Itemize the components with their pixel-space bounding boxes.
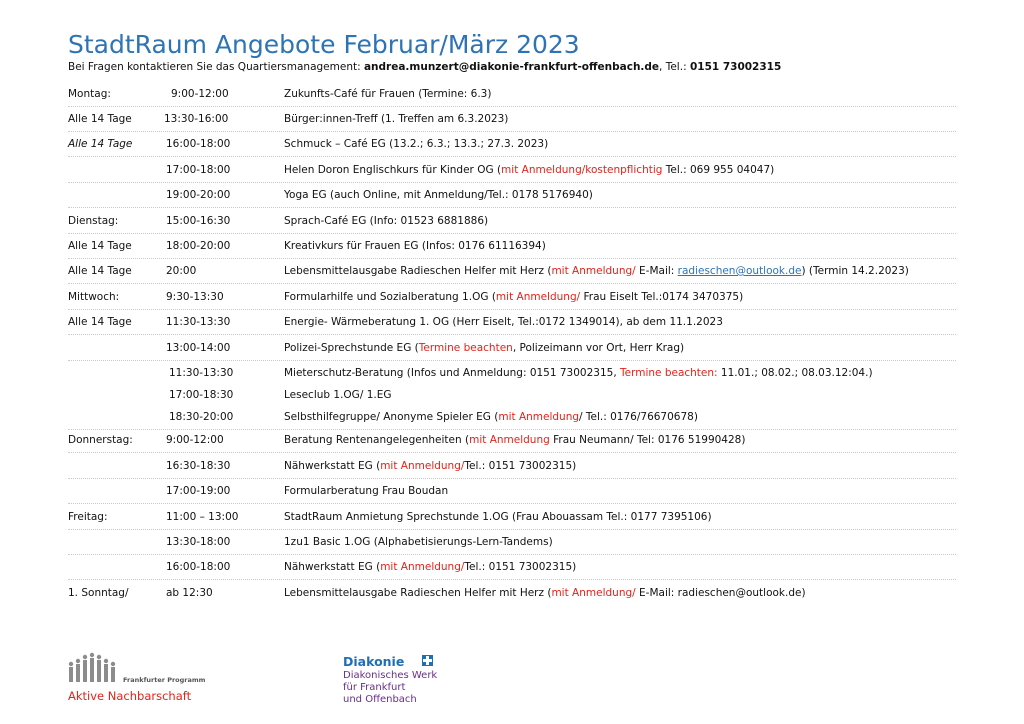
- row-divider: [68, 429, 956, 430]
- schedule-description: Formularberatung Frau Boudan: [284, 485, 449, 497]
- registration-note: mit Anmeldung/kostenpflichtig: [501, 164, 663, 176]
- desc-text: Lebensmittelausgabe Radieschen Helfer mit Herz (: [284, 587, 552, 599]
- schedule-time: 11:30-13:30: [166, 316, 231, 328]
- schedule-description: [284, 460, 576, 472]
- program-label: Frankfurter Programm: [123, 676, 206, 684]
- schedule-description: [284, 367, 873, 379]
- aktive-nachbarschaft-logo: [68, 652, 208, 708]
- desc-text: Nähwerkstatt EG (: [284, 460, 381, 472]
- desc-text: / Tel.: 0176/76670678): [579, 411, 698, 423]
- schedule-time: 11:00 – 13:00: [166, 511, 239, 523]
- schedule-description: [284, 434, 745, 446]
- schedule-time: 16:00-18:00: [166, 138, 231, 150]
- schedule-description: Leseclub 1.OG/ 1.EG: [284, 389, 392, 401]
- row-divider: [68, 207, 956, 208]
- registration-note: mit Anmeldung/: [551, 587, 636, 599]
- schedule-row: [0, 411, 1024, 431]
- row-divider: [68, 283, 956, 284]
- organization-line: Diakonisches Werk: [343, 670, 438, 681]
- row-divider: [68, 478, 956, 479]
- schedule-day: Alle 14 Tage: [68, 265, 132, 277]
- row-divider: [68, 334, 956, 335]
- contact-prefix: Bei Fragen kontaktieren Sie das Quartiersmanagement:: [68, 61, 364, 73]
- schedule-row: [0, 215, 1024, 235]
- organization-line: und Offenbach: [343, 694, 417, 705]
- schedule-description: [284, 561, 576, 573]
- row-divider: [68, 503, 956, 504]
- schedule-time: 13:30-16:00: [164, 113, 229, 125]
- page-title: StadtRaum Angebote Februar/März 2023: [68, 30, 580, 59]
- schedule-time: 20:00: [166, 265, 197, 277]
- desc-text: 11.01.; 08.02.; 08.03.12:04.): [717, 367, 873, 379]
- desc-text: ) (Termin 14.2.2023): [801, 265, 909, 277]
- row-divider: [68, 182, 956, 183]
- schedule-row: [0, 265, 1024, 285]
- schedule-row: [0, 316, 1024, 336]
- schedule-description: [284, 342, 684, 354]
- schedule-time: 15:00-16:30: [166, 215, 231, 227]
- desc-text: Formularhilfe und Sozialberatung 1.OG (: [284, 291, 496, 303]
- schedule-day: Alle 14 Tage: [68, 316, 132, 328]
- schedule-time: 13:00-14:00: [166, 342, 231, 354]
- schedule-day: Alle 14 Tage: [68, 240, 132, 252]
- schedule-row: [0, 389, 1024, 409]
- diakonie-cross-icon: [422, 655, 433, 666]
- desc-text: Helen Doron Englischkurs für Kinder OG (: [284, 164, 502, 176]
- desc-text: E-Mail: radieschen@outlook.de): [635, 587, 806, 599]
- schedule-day: Freitag:: [68, 511, 108, 523]
- schedule-description: Bürger:innen-Treff (1. Treffen am 6.3.2023): [284, 113, 509, 125]
- schedule-row: [0, 240, 1024, 260]
- schedule-time: 11:30-13:30: [169, 367, 234, 379]
- registration-note: mit Anmeldung: [469, 434, 550, 446]
- schedule-time: 9:00-12:00: [171, 88, 229, 100]
- schedule-row: [0, 291, 1024, 311]
- desc-text: Lebensmittelausgabe Radieschen Helfer mit Herz (: [284, 265, 552, 277]
- schedule-day: Donnerstag:: [68, 434, 133, 446]
- schedule-day: Dienstag:: [68, 215, 119, 227]
- desc-text: Tel.: 0151 73002315): [464, 561, 577, 573]
- schedule-description: Yoga EG (auch Online, mit Anmeldung/Tel.: 0178 5176940): [284, 189, 593, 201]
- schedule-description: Energie- Wärmeberatung 1. OG (Herr Eiselt, Tel.:0172 1349014), ab dem 11.1.2023: [284, 316, 723, 328]
- desc-text: Frau Eiselt Tel.:0174 3470375): [580, 291, 744, 303]
- organization-line: für Frankfurt: [343, 682, 406, 693]
- row-divider: [68, 106, 956, 107]
- schedule-description: [284, 164, 774, 176]
- people-figures-icon: [68, 652, 120, 684]
- schedule-day: Mittwoch:: [68, 291, 120, 303]
- schedule-time: 17:00-19:00: [166, 485, 231, 497]
- row-divider: [68, 131, 956, 132]
- schedule-day: 1. Sonntag/: [68, 587, 129, 599]
- row-divider: [68, 156, 956, 157]
- schedule-description: [284, 411, 698, 423]
- row-divider: [68, 529, 956, 530]
- registration-note: mit Anmeldung/: [551, 265, 636, 277]
- schedule-row: [0, 511, 1024, 531]
- diakonie-wordmark: Diakonie: [343, 654, 405, 669]
- schedule-description: Kreativkurs für Frauen EG (Infos: 0176 61116394): [284, 240, 546, 252]
- desc-text: , Polizeimann vor Ort, Herr Krag): [512, 342, 685, 354]
- schedule-row: [0, 88, 1024, 108]
- row-divider: [68, 579, 956, 580]
- schedule-time: 13:30-18:00: [166, 536, 231, 548]
- contact-line: [68, 61, 781, 73]
- registration-note: mit Anmeldung/: [380, 561, 465, 573]
- schedule-row: [0, 536, 1024, 556]
- contact-phone-label: , Tel.:: [659, 61, 690, 73]
- email-link[interactable]: radieschen@outlook.de: [677, 265, 802, 277]
- schedule-row: [0, 561, 1024, 581]
- desc-text: Tel.: 0151 73002315): [464, 460, 577, 472]
- schedule-description: Zukunfts-Café für Frauen (Termine: 6.3): [284, 88, 492, 100]
- contact-email: andrea.munzert@diakonie-frankfurt-offenbach.de: [363, 61, 660, 73]
- schedule-time: 9:00-12:00: [166, 434, 224, 446]
- registration-note: Termine beachten:: [620, 367, 718, 379]
- schedule-description: [284, 291, 743, 303]
- desc-text: Nähwerkstatt EG (: [284, 561, 381, 573]
- schedule-description: Schmuck – Café EG (13.2.; 6.3.; 13.3.; 27.3. 2023): [284, 138, 549, 150]
- schedule-description: [284, 265, 909, 277]
- row-divider: [68, 233, 956, 234]
- schedule-time: 19:00-20:00: [166, 189, 231, 201]
- program-name: Aktive Nachbarschaft: [68, 689, 192, 703]
- desc-text: Tel.: 069 955 04047): [662, 164, 775, 176]
- schedule-description: StadtRaum Anmietung Sprechstunde 1.OG (Frau Abouassam Tel.: 0177 7395106): [284, 511, 712, 523]
- registration-note: mit Anmeldung: [498, 411, 580, 423]
- schedule-row: [0, 113, 1024, 133]
- desc-text: Selbsthilfegruppe/ Anonyme Spieler EG (: [284, 411, 499, 423]
- registration-note: Termine beachten: [418, 342, 513, 354]
- desc-text: E-Mail:: [635, 265, 678, 277]
- registration-note: mit Anmeldung/: [380, 460, 465, 472]
- schedule-day: Alle 14 Tage: [68, 138, 133, 150]
- row-divider: [68, 258, 956, 259]
- schedule-time: 17:00-18:30: [169, 389, 234, 401]
- schedule-time: 9:30-13:30: [166, 291, 224, 303]
- row-divider: [68, 309, 956, 310]
- schedule-time: 16:30-18:30: [166, 460, 231, 472]
- schedule-row: [0, 460, 1024, 480]
- schedule-time: 18:00-20:00: [166, 240, 231, 252]
- desc-text: Mieterschutz-Beratung (Infos und Anmeldung: 0151 73002315,: [284, 367, 620, 379]
- registration-note: mit Anmeldung/: [495, 291, 581, 303]
- desc-text: Beratung Rentenangelegenheiten (: [284, 434, 470, 446]
- schedule-time: 18:30-20:00: [169, 411, 234, 423]
- schedule-description: [284, 587, 806, 599]
- schedule-row: [0, 485, 1024, 505]
- schedule-time: ab 12:30: [166, 587, 213, 599]
- row-divider: [68, 360, 956, 361]
- schedule-row: [0, 164, 1024, 184]
- desc-text: Frau Neumann/ Tel: 0176 51990428): [549, 434, 746, 446]
- schedule-row: [0, 434, 1024, 454]
- schedule-time: 17:00-18:00: [166, 164, 231, 176]
- contact-phone: 0151 73002315: [689, 61, 782, 73]
- schedule-row: [0, 138, 1024, 158]
- schedule-day: Montag:: [68, 88, 111, 100]
- row-divider: [68, 554, 956, 555]
- diakonie-logo: [343, 654, 463, 710]
- schedule-time: 16:00-18:00: [166, 561, 231, 573]
- desc-text: Polizei-Sprechstunde EG (: [284, 342, 419, 354]
- schedule-description: Sprach-Café EG (Info: 01523 6881886): [284, 215, 489, 227]
- schedule-row: [0, 189, 1024, 209]
- schedule-row: [0, 342, 1024, 362]
- schedule-row: [0, 587, 1024, 607]
- schedule-day: Alle 14 Tage: [68, 113, 132, 125]
- schedule-row: [0, 367, 1024, 387]
- schedule-description: 1zu1 Basic 1.OG (Alphabetisierungs-Lern-Tandems): [284, 536, 553, 548]
- row-divider: [68, 452, 956, 453]
